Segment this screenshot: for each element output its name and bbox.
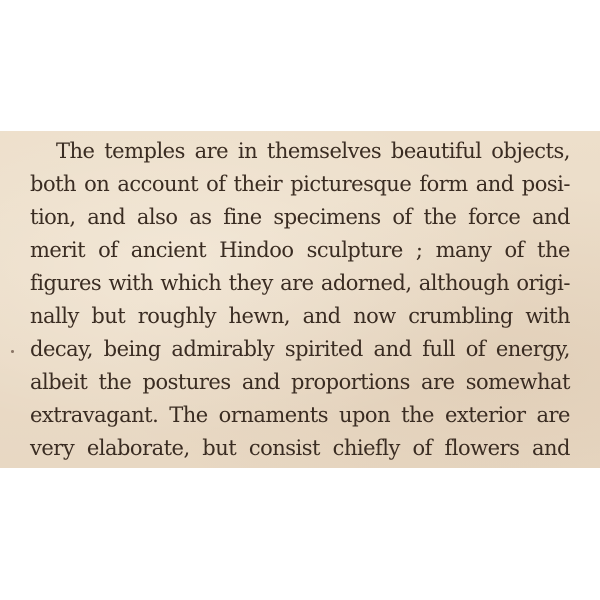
word: and [241, 370, 280, 394]
word: are [280, 271, 314, 295]
word: elaborate, [86, 436, 190, 460]
word: exterior [444, 403, 526, 427]
word: of [412, 436, 432, 460]
word: hewn, [228, 304, 291, 328]
word: as [189, 205, 212, 229]
ink-speck [11, 350, 14, 353]
text-line [30, 333, 570, 366]
word: in [237, 139, 258, 163]
word: the [537, 238, 570, 262]
word: proportions [291, 370, 410, 394]
word: form [419, 172, 468, 196]
word: figures [30, 271, 102, 295]
word: of [206, 172, 226, 196]
word: merit [30, 238, 86, 262]
word: and [532, 205, 570, 229]
word: and [531, 436, 570, 460]
text-line [30, 201, 570, 234]
word: with [525, 304, 570, 328]
word: also [136, 205, 178, 229]
word: force [468, 205, 521, 229]
word: of [504, 238, 524, 262]
word: with [108, 271, 154, 295]
word: sculpture [306, 238, 403, 262]
word: objects, [491, 139, 570, 163]
word: postures [142, 370, 231, 394]
word: many [435, 238, 492, 262]
word: chiefly [332, 436, 400, 460]
word: of [98, 238, 118, 262]
word: upon [338, 403, 391, 427]
word: nally [30, 304, 79, 328]
word: both [30, 172, 77, 196]
word: fine [223, 205, 262, 229]
word: of [465, 337, 486, 361]
word: The [56, 139, 95, 163]
word: very [30, 436, 75, 460]
word: they [228, 271, 273, 295]
word: The [169, 403, 208, 427]
word: of [392, 205, 412, 229]
word: their [233, 172, 283, 196]
text-line [30, 366, 570, 399]
paragraph [30, 135, 570, 465]
word: the [423, 205, 457, 229]
word: decay, [30, 337, 93, 361]
word: Hindoo [219, 238, 294, 262]
word: temples [104, 139, 185, 163]
word: energy, [495, 337, 570, 361]
word: spirited [284, 337, 363, 361]
text-line [30, 234, 570, 267]
text-line [30, 432, 570, 465]
word: the [401, 403, 434, 427]
word: and [373, 337, 412, 361]
word: flowers [444, 436, 520, 460]
word: tion, [30, 205, 76, 229]
word: and [87, 205, 126, 229]
word: the [98, 370, 132, 394]
word: origi- [516, 271, 570, 295]
word: crumbling [408, 304, 513, 328]
word: ornaments [218, 403, 328, 427]
word: but [202, 436, 237, 460]
word: posi- [521, 172, 570, 196]
word: adorned, [320, 271, 412, 295]
word: being [103, 337, 161, 361]
text-line [30, 300, 570, 333]
word: full [422, 337, 455, 361]
word: roughly [137, 304, 216, 328]
scanned-page [0, 131, 600, 468]
word: admirably [171, 337, 275, 361]
text-line [30, 168, 570, 201]
word: themselves [266, 139, 382, 163]
word: and [302, 304, 341, 328]
word: ; [415, 238, 423, 262]
word: but [91, 304, 126, 328]
word: beautiful [390, 139, 482, 163]
word: are [421, 370, 455, 394]
word: account [117, 172, 199, 196]
word: consist [248, 436, 320, 460]
text-line [30, 267, 570, 300]
word: are [536, 403, 570, 427]
word: extravagant. [30, 403, 159, 427]
word: although [418, 271, 510, 295]
word: now [353, 304, 396, 328]
text-line [30, 135, 570, 168]
word: somewhat [465, 370, 570, 394]
word: on [84, 172, 110, 196]
word: albeit [30, 370, 88, 394]
text-line [30, 399, 570, 432]
word: which [160, 271, 222, 295]
word: and [475, 172, 514, 196]
word: specimens [273, 205, 381, 229]
word: picturesque [290, 172, 412, 196]
word: are [194, 139, 229, 163]
word: ancient [130, 238, 207, 262]
